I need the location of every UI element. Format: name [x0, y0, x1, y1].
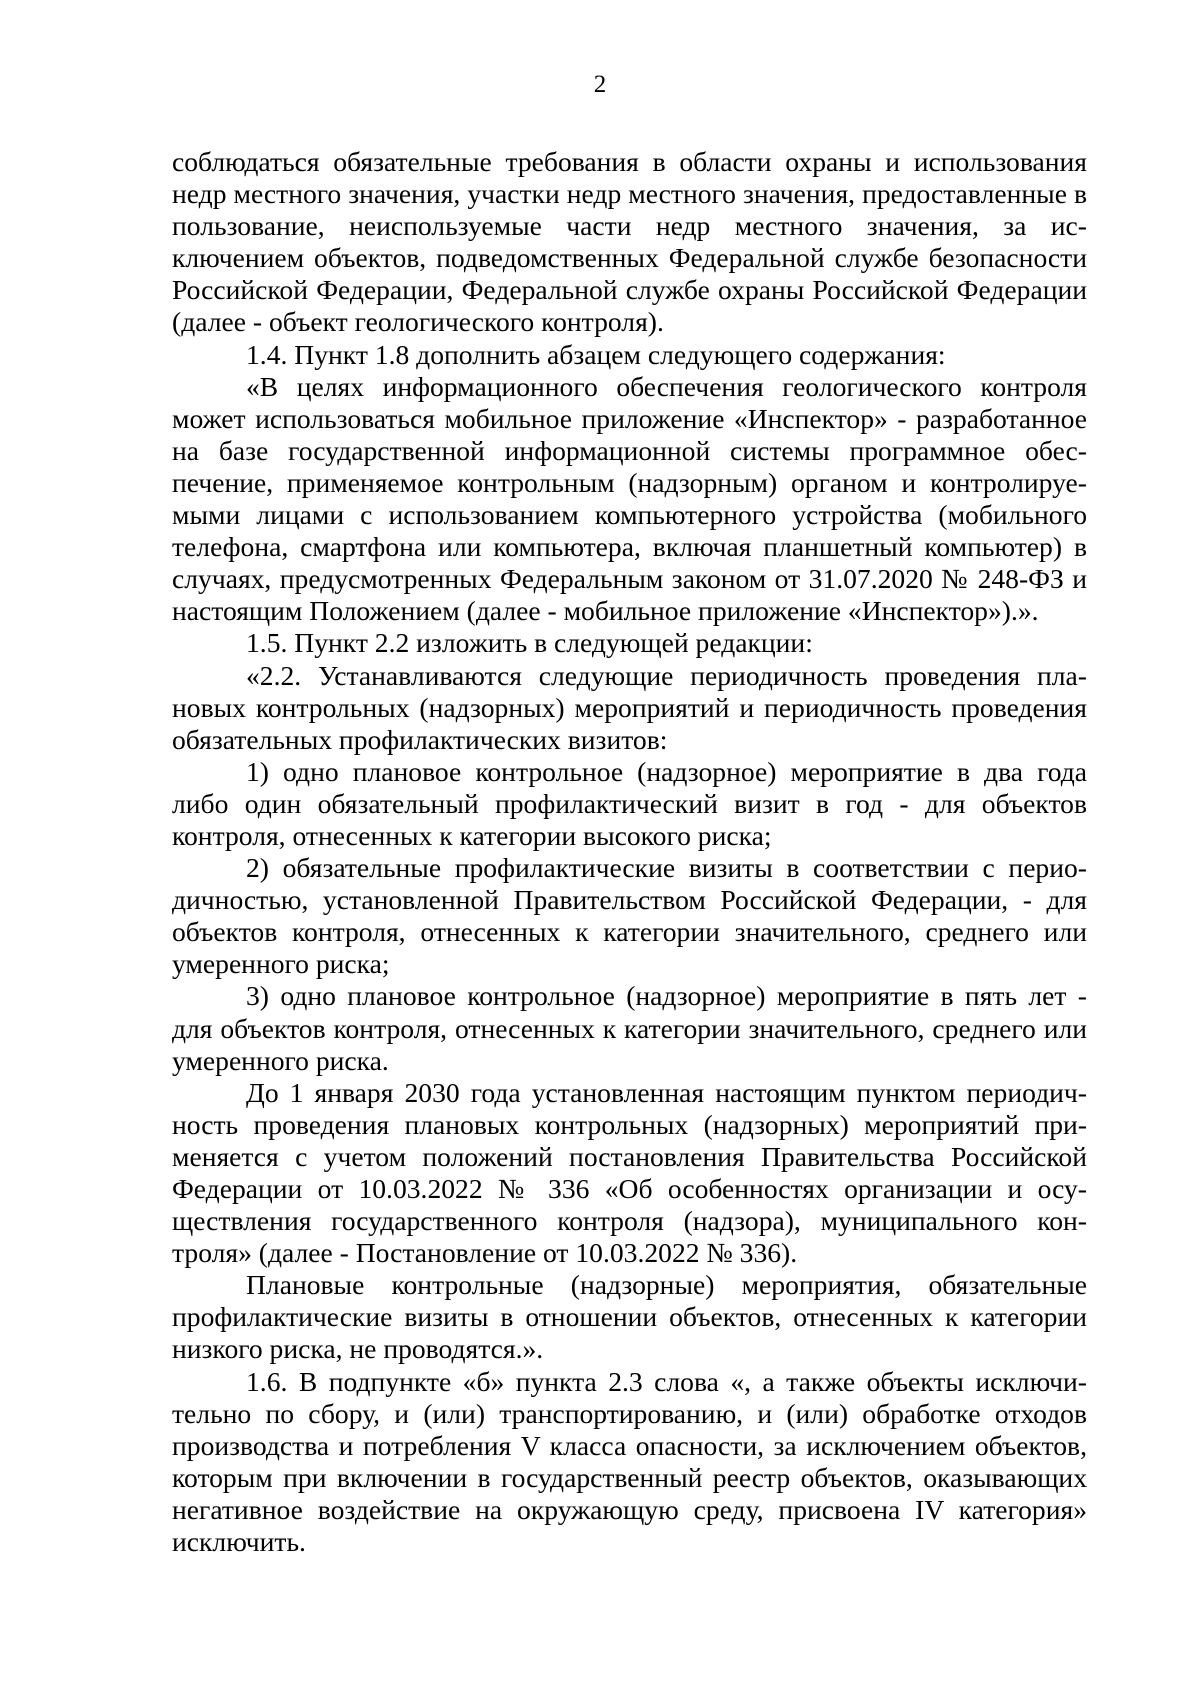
paragraph-until-2030: До 1 января 2030 года установленная настоящим пунктом периодичность проведения плановых контрольных (надзорных) мероприятий применяется с учетом положений постановления Правительства Российской Федерации от 10.03.2022 № 336 «Об особенностях организации и осуществления государственного контроля (надзора), муниципального контроля» (далее - Постановление от 10.03.2022 № 336). — [172, 1076, 1087, 1269]
paragraph-clause-2-2: «2.2. Устанавливаются следующие периодичность проведения плановых контрольных (надзорных) мероприятий и периодичность проведения обязательных профилактических визитов: — [172, 659, 1087, 755]
paragraph-continuation: соблюдаться обязательные требования в области охраны и использования недр местного значения, участки недр местного значения, предоставленные в пользование, неиспользуемые части недр местного значения, за исключением объектов, подведомственных Федеральной службе безопасности Российской Федерации, Федеральной службе охраны Российской Федерации (далее - объект геологического контроля). — [172, 146, 1087, 338]
list-item-1: 1) одно плановое контрольное (надзорное) мероприятие в два года либо один обязательный профилактический визит в год - для объектов контроля, отнесенных к категории высокого риска; — [172, 755, 1087, 851]
paragraph-item-1-4: 1.4. Пункт 1.8 дополнить абзацем следующего содержания: — [246, 338, 946, 370]
page-number: 2 — [593, 71, 607, 98]
list-item-3: 3) одно плановое контрольное (надзорное) мероприятие в пять лет - для объектов контроля, отнесенных к категории значительного, среднего или умеренного риска. — [172, 980, 1087, 1076]
paragraph-inspector-app: «В целях информационного обеспечения геологического контроля может использоваться мобильное приложение «Инспектор» - разработанное на базе государственной информационной системы программное обеспечение, применяемое контрольным (надзорным) органом и контролируемыми лицами с использованием компьютерного устройства (мобильного телефона, смартфона или компьютера, включая планшетный компьютер) в случаях, предусмотренных Федеральным законом от 31.07.2020 № 248-ФЗ и настоящим Положением (далее - мобильное приложение «Инспектор»).». — [172, 370, 1087, 627]
paragraph-item-1-6: 1.6. В подпункте «б» пункта 2.3 слова «, а также объекты исключительно по сбору, и (или) транспортированию, и (или) обработке отходов производства и потребления V класса опасности, за исключением объектов, которым при включении в государственный реестр объектов, оказывающих негативное воздействие на окружающую среду, присвоена IV категория» исключить. — [172, 1365, 1087, 1558]
paragraph-item-1-5: 1.5. Пункт 2.2 изложить в следующей редакции: — [246, 627, 813, 659]
paragraph-low-risk: Плановые контрольные (надзорные) мероприятия, обязательные профилактические визиты в отношении объектов, отнесенных к категории низкого риска, не проводятся.». — [172, 1269, 1087, 1365]
list-item-2: 2) обязательные профилактические визиты в соответствии с периодичностью, установленной Правительством Российской Федерации, - для объектов контроля, отнесенных к категории значительного, среднего или умеренного риска; — [172, 852, 1087, 980]
document-body — [172, 146, 1087, 1558]
